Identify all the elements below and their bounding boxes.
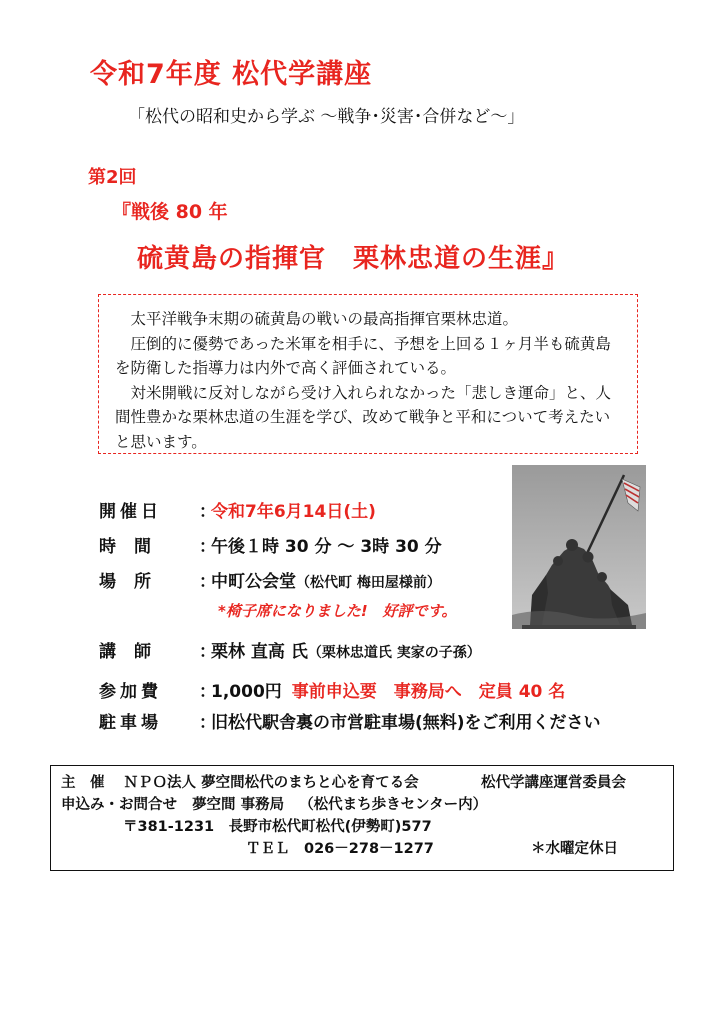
date-row: 開催日 ： 令和7年6月14日(土) — [99, 497, 376, 522]
place-row: 場所 ： 中町公会堂 （松代町 梅田屋様前） — [99, 567, 441, 592]
tel: ＴＥＬ 026－278－1277 — [246, 841, 434, 857]
address-line — [61, 816, 663, 838]
time-value: 午後１時 30 分 ～ 3時 30 分 — [211, 537, 442, 557]
fee-note: 事前申込要 事務局へ 定員 40 名 — [291, 682, 566, 702]
memorial-photo — [512, 465, 646, 629]
date-label: 開催日 — [99, 502, 162, 522]
lecturer-value: 栗林 直高 氏 — [211, 642, 308, 662]
description-box — [98, 294, 638, 454]
lecturer-label: 講師 — [99, 642, 169, 662]
address: 〒381-1231 長野市松代町松代(伊勢町)577 — [123, 819, 432, 835]
place-note: （松代町 梅田屋様前） — [296, 575, 441, 591]
description-para-1: 太平洋戦争末期の硫黄島の戦いの最高指揮官栗林忠道。 — [130, 310, 519, 328]
place-value: 中町公会堂 — [211, 572, 296, 592]
description-para-2: 圧倒的に優勢であった米軍を相手に、予想を上回る１ヶ月半も硫黄島を防衛した指導力は内外で高く評価されている。 — [115, 334, 611, 377]
place-label: 場所 — [99, 572, 169, 592]
fee-value: 1,000円 — [211, 682, 282, 702]
contact-label: 申込み・お問合せ — [61, 797, 177, 813]
contact-value: 夢空間 事務局 — [192, 797, 285, 813]
closed-note: ＊水曜定休日 — [531, 841, 618, 857]
page-title: 令和7年度 松代学講座 — [90, 59, 373, 90]
parking-row: 駐車場 ： 旧松代駅舎裏の市営駐車場(無料)をご利用ください — [99, 708, 601, 733]
lecture-round: 第2回 — [88, 167, 137, 188]
time-label: 時間 — [99, 537, 169, 557]
description-para-3: 対米開戦に反対しながら受け入れられなかった「悲しき運命」と、人間性豊かな栗林忠道の生涯を学び、改めて戦争と平和について考えたいと思います。 — [115, 383, 612, 451]
parking-label: 駐車場 — [99, 713, 162, 733]
committee-name: 松代学講座運営委員会 — [481, 775, 626, 791]
lecturer-row: 講師 ： 栗林 直高 氏 （栗林忠道氏 実家の子孫） — [99, 637, 481, 662]
tel-line — [61, 838, 663, 860]
footer-box — [50, 765, 674, 871]
contact-note: （松代まち歩きセンター内） — [299, 797, 488, 813]
date-value: 令和7年6月14日(土) — [211, 502, 376, 522]
lecturer-note: （栗林忠道氏 実家の子孫） — [307, 645, 481, 661]
fee-row: 参加費 ： 1,000円 事前申込要 事務局へ 定員 40 名 — [99, 677, 565, 702]
organizer-label: 主 催 — [61, 775, 105, 791]
seat-note: *椅子席になりました! 好評です。 — [218, 602, 457, 620]
organizer-value: ＮＰＯ法人 夢空間松代のまちと心を育てる会 — [123, 775, 419, 791]
parking-value: 旧松代駅舎裏の市営駐車場(無料)をご利用ください — [211, 713, 601, 733]
lecture-title-line2: 硫黄島の指揮官 栗林忠道の生涯』 — [137, 244, 570, 274]
time-row: 時間 ： 午後１時 30 分 ～ 3時 30 分 — [99, 532, 442, 557]
fee-label: 参加費 — [99, 682, 162, 702]
contact-line — [61, 794, 663, 816]
lecture-title-line1: 『戦後 80 年 — [112, 201, 228, 223]
series-subtitle: 「松代の昭和史から学ぶ ～戦争･災害･合併など～」 — [128, 107, 525, 127]
organizer-line — [61, 772, 663, 794]
